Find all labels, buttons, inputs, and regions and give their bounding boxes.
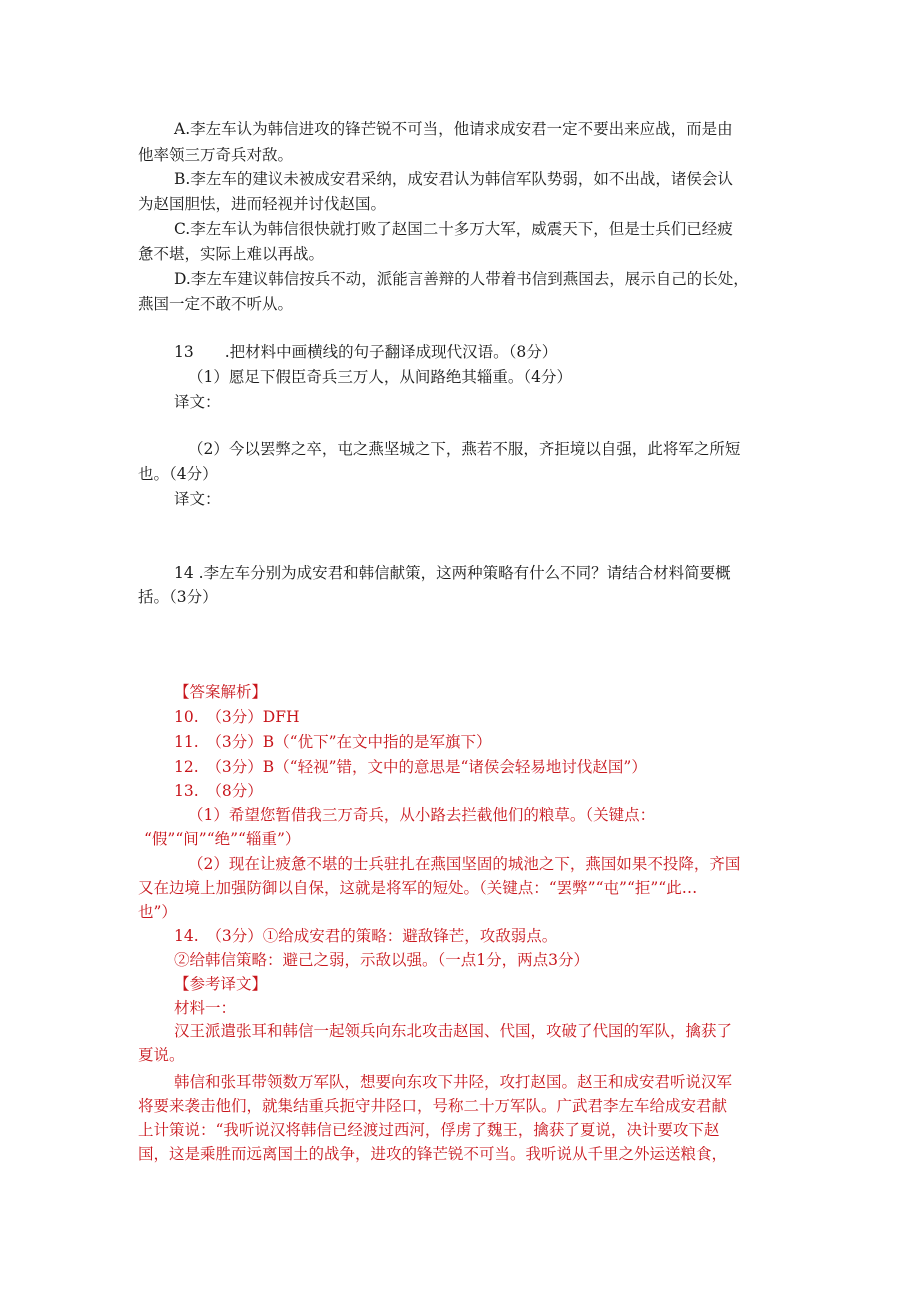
translation-para2-line4: 国，这是乘胜而远离国土的战争，进攻的锋芒锐不可当。我听说从千里之外运送粮食， [138,1145,728,1163]
answer-13-part2-line2: 又在边境上加强防御以自保，这就是将军的短处。（关键点：“罢弊”“屯”“拒”“此… [138,879,698,897]
option-d-line2: 燕国一定不敢不听从。 [138,295,294,313]
question-13-part1: （1）愿足下假臣奇兵三万人，从间路绝其辎重。（4分） [188,368,572,386]
translation-para2-line3: 上计策说：“我听说汉将韩信已经渡过西河，俘虏了魏王，擒获了夏说，决计要攻下赵 [138,1121,720,1139]
question-13-title: 13 .把材料中画横线的句子翻译成现代汉语。（8分） [174,343,558,361]
answer-13-part1-line2: “假”“间”“绝”“辎重”） [144,830,301,848]
option-a-line1: A.李左车认为韩信进攻的锋芒锐不可当，他请求成安君一定不要出来应战，而是由 [174,120,733,138]
reference-translation-heading: 【参考译文】 [174,975,268,993]
question-14-line2: 括。（3分） [138,588,218,606]
option-c-line1: C.李左车认为韩信很快就打败了赵国二十多万大军，威震天下，但是士兵们已经疲 [174,220,733,238]
translation-para1-line2: 夏说。 [138,1046,185,1064]
answer-analysis-heading: 【答案解析】 [174,683,268,701]
option-b-line1: B.李左车的建议未被成安君采纳，成安君认为韩信军队势弱，如不出战，诸侯会认 [174,170,733,188]
question-13-part2-line1: （2）今以罢弊之卒，屯之燕坚城之下，燕若不服，齐拒境以自强，此将军之所短 [188,440,741,458]
question-13-answer-label-1: 译文： [174,393,221,411]
answer-13-part1-line1: （1）希望您暂借我三万奇兵，从小路去拦截他们的粮草。（关键点： [188,806,656,824]
question-13-answer-label-2: 译文： [174,490,221,508]
answer-10: 10. （3分）DFH [174,708,300,726]
answer-12: 12. （3分）B（“轻视”错，文中的意思是“诸侯会轻易地讨伐赵国”） [174,758,647,776]
question-13-part2-line2: 也。（4分） [138,465,218,483]
answer-11: 11. （3分）B（“优下”在文中指的是军旗下） [174,733,492,751]
option-a-line2: 他率领三万奇兵对敌。 [138,146,294,164]
option-b-line2: 为赵国胆怯，进而轻视并讨伐赵国。 [138,195,387,213]
option-d-line1: D.李左车建议韩信按兵不动，派能言善辩的人带着书信到燕国去，展示自己的长处， [174,270,749,288]
translation-para2-line2: 将要来袭击他们，就集结重兵扼守井陉口，号称二十万军队。广武君李左车给成安君献 [138,1097,728,1115]
answer-13: 13. （8分） [174,782,263,800]
material-one-label: 材料一： [174,999,237,1017]
answer-13-part2-line3: 也”） [138,903,177,921]
option-c-line2: 惫不堪，实际上难以再战。 [138,245,325,263]
translation-para2-line1: 韩信和张耳带领数万军队，想要向东攻下井陉，攻打赵国。赵王和成安君听说汉军 [174,1073,733,1091]
answer-13-part2-line1: （2）现在让疲惫不堪的士兵驻扎在燕国坚固的城池之下，燕国如果不投降，齐国 [188,855,741,873]
question-14-line1: 14 .李左车分别为成安君和韩信献策，这两种策略有什么不同？请结合材料简要概 [174,564,731,582]
answer-14-line2: ②给韩信策略：避己之弱，示敌以强。（一点1分，两点3分） [174,951,589,969]
answer-14-line1: 14. （3分）①给成安君的策略：避敌锋芒，攻敌弱点。 [174,927,558,945]
translation-para1-line1: 汉王派遣张耳和韩信一起领兵向东北攻击赵国、代国，攻破了代国的军队，擒获了 [174,1022,733,1040]
